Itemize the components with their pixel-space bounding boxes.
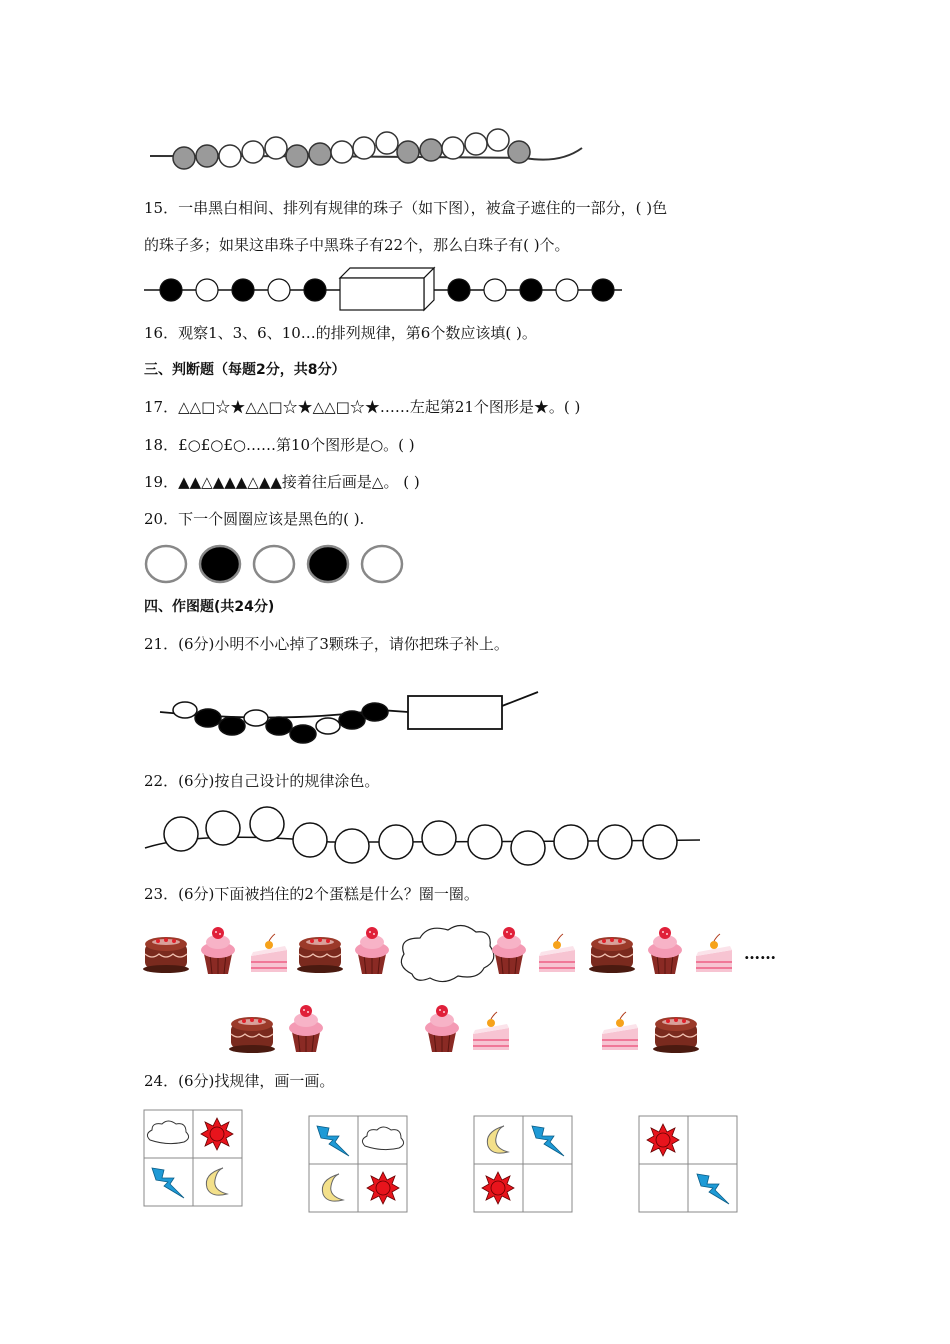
bead-white bbox=[331, 141, 353, 163]
covering-box bbox=[340, 268, 434, 310]
circle-black bbox=[308, 546, 348, 582]
bead-black bbox=[520, 279, 542, 301]
q21-text: 21．(6分)小明不小心掉了3颗珠子，请你把珠子补上。 bbox=[144, 635, 509, 653]
sun-icon bbox=[482, 1172, 514, 1204]
option-1[interactable] bbox=[229, 1005, 323, 1053]
bead-black bbox=[304, 279, 326, 301]
bead-gray bbox=[397, 141, 419, 163]
chocolate-cake-icon bbox=[229, 1017, 275, 1053]
bead-gray bbox=[196, 145, 218, 167]
q19-text: 19．▲▲△▲▲▲△▲▲接着往后画是△。 ( ) bbox=[144, 473, 420, 491]
chocolate-cake-icon bbox=[653, 1017, 699, 1053]
section4-title: 四、作图题(共24分) bbox=[144, 599, 275, 615]
bead-empty bbox=[598, 825, 632, 859]
bead-black bbox=[290, 725, 316, 743]
q22-text: 22．(6分)按自己设计的规律涂色。 bbox=[144, 772, 380, 790]
option-2[interactable] bbox=[425, 1005, 509, 1052]
bead-gray bbox=[309, 143, 331, 165]
grid-1 bbox=[144, 1110, 242, 1206]
sun-icon bbox=[201, 1118, 233, 1150]
cupcake-icon bbox=[492, 927, 526, 974]
q18-text: 18．£○£○£○……第10个图形是○。( ) bbox=[144, 436, 415, 454]
cake-slice-icon bbox=[696, 934, 732, 972]
cupcake-icon bbox=[201, 927, 235, 974]
q20-circles bbox=[0, 542, 950, 586]
cupcake-icon bbox=[289, 1005, 323, 1052]
bead-gray bbox=[420, 139, 442, 161]
circle-black bbox=[200, 546, 240, 582]
bead-white bbox=[265, 137, 287, 159]
bead-empty bbox=[643, 825, 677, 859]
grid-2 bbox=[309, 1116, 407, 1212]
bead-gray bbox=[508, 141, 530, 163]
bead-white bbox=[242, 141, 264, 163]
q17-text: 17．△△□☆★△△□☆★△△□☆★……左起第21个图形是★。( ) bbox=[144, 398, 581, 416]
bead-empty bbox=[250, 807, 284, 841]
chocolate-cake-icon bbox=[297, 937, 343, 973]
bead-black bbox=[232, 279, 254, 301]
bead-empty bbox=[164, 817, 198, 851]
q15-line2: 的珠子多；如果这串珠子中黑珠子有22个，那么白珠子有( )个。 bbox=[144, 236, 570, 254]
cake-slice-icon bbox=[473, 1012, 509, 1050]
cake-slice-icon bbox=[251, 934, 287, 972]
cupcake-icon bbox=[355, 927, 389, 974]
answer-box bbox=[408, 696, 502, 729]
moon-icon bbox=[487, 1126, 508, 1153]
bead-white bbox=[376, 132, 398, 154]
q23-ellipsis: …… bbox=[744, 944, 776, 963]
bead-white bbox=[487, 129, 509, 151]
grid-3 bbox=[474, 1116, 572, 1212]
bead-empty bbox=[293, 823, 327, 857]
q15-line1: 15．一串黑白相间、排列有规律的珠子（如下图），被盒子遮住的一部分，( )色 bbox=[144, 199, 668, 217]
grid-4 bbox=[639, 1116, 737, 1212]
bead-black bbox=[219, 717, 245, 735]
black-white-bead-string bbox=[0, 266, 950, 316]
bead-white bbox=[244, 710, 268, 726]
bead-empty bbox=[422, 821, 456, 855]
bead-white bbox=[219, 145, 241, 167]
bead-empty bbox=[554, 825, 588, 859]
q16-text: 16．观察1、3、6、10…的排列规律，第6个数应该填( )。 bbox=[144, 324, 537, 342]
bead-white bbox=[465, 133, 487, 155]
cake-slice-icon bbox=[602, 1012, 638, 1050]
bead-empty bbox=[335, 829, 369, 863]
bead-white bbox=[316, 718, 340, 734]
option-3[interactable] bbox=[602, 1012, 699, 1053]
sun-icon bbox=[367, 1172, 399, 1204]
bead-black bbox=[195, 709, 221, 727]
bead-black bbox=[448, 279, 470, 301]
cloud-icon bbox=[362, 1127, 403, 1150]
moon-icon bbox=[206, 1168, 227, 1195]
gray-white-bead-string bbox=[0, 126, 950, 186]
circle-white bbox=[362, 546, 402, 582]
bead-black bbox=[362, 703, 388, 721]
lightning-icon bbox=[152, 1168, 184, 1198]
q22-bead-string bbox=[0, 800, 950, 870]
bead-black bbox=[266, 717, 292, 735]
bead-gray bbox=[173, 147, 195, 169]
circle-white bbox=[146, 546, 186, 582]
bead-empty bbox=[511, 831, 545, 865]
cloud-cover bbox=[401, 925, 494, 981]
moon-icon bbox=[322, 1174, 343, 1201]
bead-white bbox=[268, 279, 290, 301]
chocolate-cake-icon bbox=[143, 937, 189, 973]
cloud-icon bbox=[147, 1121, 188, 1144]
q23-options[interactable] bbox=[0, 1004, 950, 1064]
cake-slice-icon bbox=[539, 934, 575, 972]
bead-white bbox=[556, 279, 578, 301]
cupcake-icon bbox=[425, 1005, 459, 1052]
bead-white bbox=[196, 279, 218, 301]
lightning-icon bbox=[317, 1126, 349, 1156]
bead-black bbox=[592, 279, 614, 301]
colorable-beads bbox=[164, 807, 677, 865]
bead-white bbox=[353, 137, 375, 159]
bead-white bbox=[484, 279, 506, 301]
bead-empty bbox=[206, 811, 240, 845]
bead-white bbox=[442, 137, 464, 159]
bead-black bbox=[160, 279, 182, 301]
q24-grids bbox=[0, 1106, 950, 1216]
chocolate-cake-icon bbox=[589, 937, 635, 973]
q20-text: 20．下一个圆圈应该是黑色的( ). bbox=[144, 510, 365, 528]
bead-black bbox=[339, 711, 365, 729]
lightning-icon bbox=[532, 1126, 564, 1156]
sun-icon bbox=[647, 1124, 679, 1156]
section3-title: 三、判断题（每题2分，共8分） bbox=[144, 362, 346, 378]
circle-white bbox=[254, 546, 294, 582]
q23-cake-sequence bbox=[0, 916, 950, 996]
q24-text: 24．(6分)找规律，画一画。 bbox=[144, 1072, 335, 1090]
q21-bead-string bbox=[0, 684, 950, 754]
cupcake-icon bbox=[648, 927, 682, 974]
lightning-icon bbox=[697, 1174, 729, 1204]
q23-text: 23．(6分)下面被挡住的2个蛋糕是什么？圈一圈。 bbox=[144, 885, 479, 903]
bead-empty bbox=[379, 825, 413, 859]
bead-empty bbox=[468, 825, 502, 859]
bead-white bbox=[173, 702, 197, 718]
bead-gray bbox=[286, 145, 308, 167]
